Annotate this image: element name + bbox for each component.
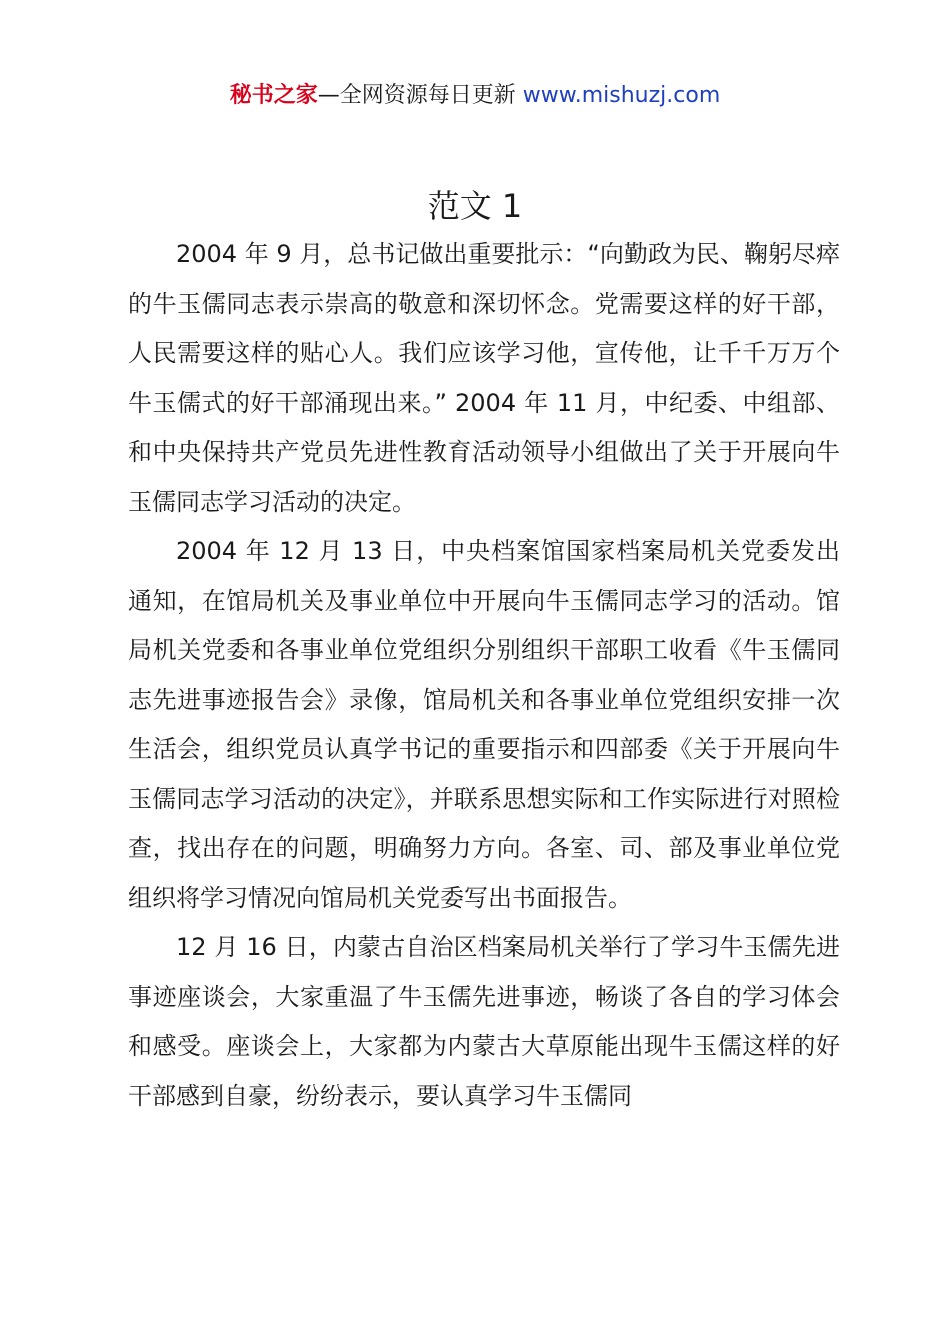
header-url-link[interactable]: www.mishuzj.com bbox=[522, 83, 721, 108]
header-brand: 秘书之家 bbox=[229, 83, 318, 108]
header-tagline: —全网资源每日更新 bbox=[317, 83, 516, 108]
page-header bbox=[0, 80, 950, 112]
document-body bbox=[128, 230, 840, 1121]
paragraph-3: 12 月 16 日，内蒙古自治区档案局机关举行了学习牛玉儒先进事迹座谈会，大家重温了牛玉儒先进事迹，畅谈了各自的学习体会和感受。座谈会上，大家都为内蒙古大草原能出现牛玉儒这样的好干部感到自豪，纷纷表示，要认真学习牛玉儒同 bbox=[128, 933, 840, 1110]
document-title: 范文 1 bbox=[427, 187, 523, 225]
paragraph-2: 2004 年 12 月 13 日，中央档案馆国家档案局机关党委发出通知，在馆局机关及事业单位中开展向牛玉儒同志学习的活动。馆局机关党委和各事业单位党组织分别组织干部职工收看《牛玉儒同志先进事迹报告会》录像，馆局机关和各事业单位党组织安排一次生活会，组织党员认真学书记的重要指示和四部委《关于开展向牛玉儒同志学习活动的决定》，并联系思想实际和工作实际进行对照检查，找出存在的问题，明确努力方向。各室、司、部及事业单位党组织将学习情况向馆局机关党委写出书面报告。 bbox=[128, 537, 840, 912]
paragraph-1: 2004 年 9 月，总书记做出重要批示：“向勤政为民、鞠躬尽瘁的牛玉儒同志表示崇高的敬意和深切怀念。党需要这样的好干部，人民需要这样的贴心人。我们应该学习他，宣传他，让千千万万个牛玉儒式的好干部涌现出来。” 2004 年 11 月，中纪委、中组部、和中央保持共产党员先进性教育活动领导小组做出了关于开展向牛玉儒同志学习活动的决定。 bbox=[128, 240, 840, 516]
